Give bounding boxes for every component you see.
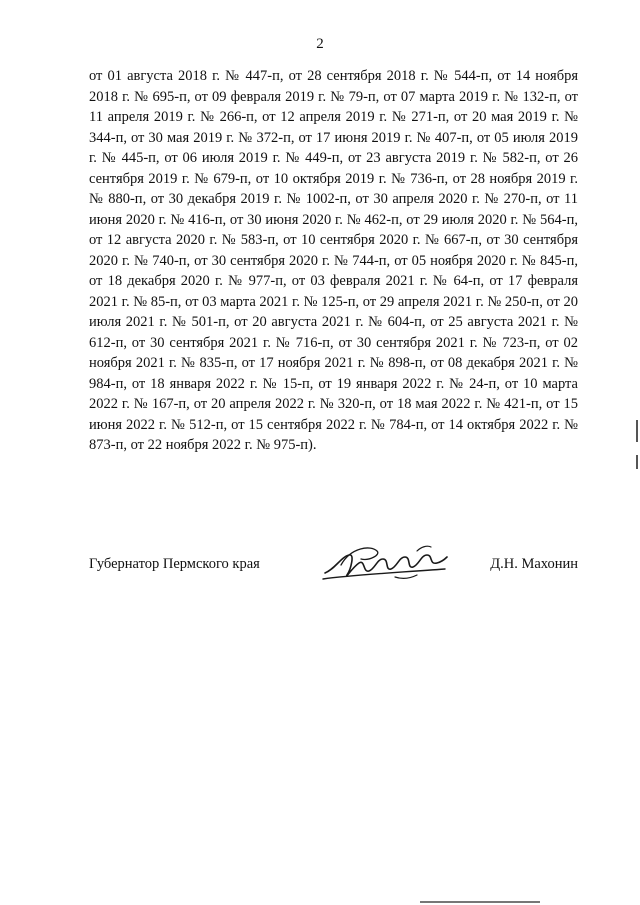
scan-edge-mark — [636, 420, 638, 442]
signatory-title: Губернатор Пермского края — [89, 556, 260, 572]
body-text: от 01 августа 2018 г. № 447-п, от 28 сентября 2018 г. № 544-п, от 14 ноября 2018 г. № 695-п, от 09 февраля 2019 г. № 79-п, от 07 марта 2019 г. № 132-п, от 11 апреля 2019 г. № 266-п, от 12 апреля 2019 г. № 271-п, от 20 мая 2019 г. № 344-п, от 30 мая 2019 г. № 372-п, от 17 июня 2019 г. № 407-п, от 05 июля 2019 г. № 445-п, от 06 июля 2019 г. № 449-п, от 23 августа 2019 г. № 582-п, от 26 сентября 2019 г. № 679-п, от 10 октября 2019 г. № 736-п, от 28 ноября 2019 г. № 880-п, от 30 декабря 2019 г. № 1002-п, от 30 апреля 2020 г. № 270-п, от 11 июня 2020 г. № 416-п, от 30 июня 2020 г. № 462-п, от 29 июля 2020 г. № 564-п, от 12 августа 2020 г. № 583-п, от 10 сентября 2020 г. № 667-п, от 30 сентября 2020 г. № 740-п, от 30 сентября 2020 г. № 744-п, от 05 ноября 2020 г. № 845-п, от 18 декабря 2020 г. № 977-п, от 03 февраля 2021 г. № 64-п, от 17 февраля 2021 г. № 85-п, от 03 марта 2021 г. № 125-п, от 29 апреля 2021 г. № 250-п, от 20 июля 2021 г. № 501-п, от 20 августа 2021 г. № 604-п, от 25 августа 2021 г. № 612-п, от 30 сентября 2021 г. № 716-п, от 30 сентября 2021 г. № 723-п, от 02 ноября 2021 г. № 835-п, от 17 ноября 2021 г. № 898-п, от 08 декабря 2021 г. № 984-п, от 18 января 2022 г. № 15-п, от 19 января 2022 г. № 24-п, от 10 марта 2022 г. № 167-п, от 20 апреля 2022 г. № 320-п, от 18 мая 2022 г. № 421-п, от 15 июня 2022 г. № 512-п, от 15 сентября 2022 г. № 784-п, от 14 октября 2022 г. № 873-п, от 22 ноября 2022 г. № 975-п). — [89, 68, 578, 453]
signature-stroke-underline — [323, 569, 445, 579]
handwritten-signature — [321, 543, 451, 587]
signatory-name: Д.Н. Махонин — [490, 556, 578, 572]
page-number: 2 — [316, 36, 324, 52]
scan-edge-mark — [636, 455, 638, 469]
signature-stroke-accent — [395, 546, 431, 578]
scan-bottom-mark — [420, 901, 540, 903]
signature-block — [89, 555, 578, 595]
